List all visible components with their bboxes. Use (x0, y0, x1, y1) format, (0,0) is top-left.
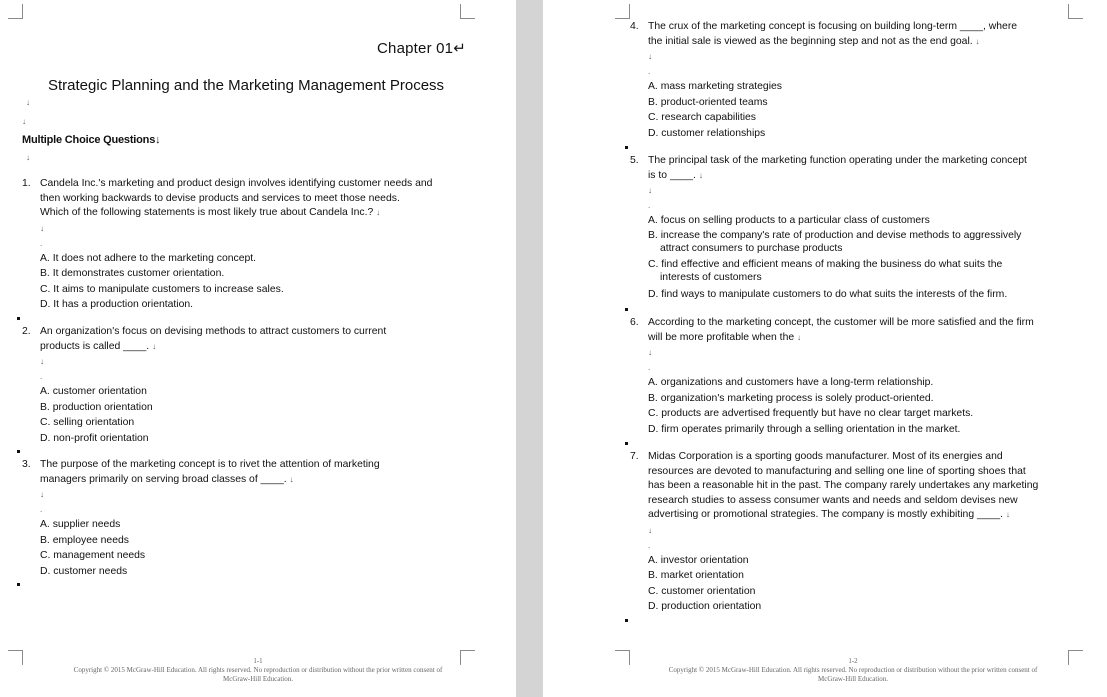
crop-mark (615, 650, 630, 665)
answer-option[interactable]: C. It aims to manipulate customers to increase sales. (40, 283, 284, 295)
crop-mark (460, 4, 475, 19)
answer-option[interactable]: B. market orientation (648, 570, 744, 582)
question-1: 1. Candela Inc.'s marketing and product design involves identifying customer needs and then working backwards to devise products and services to meet those needs. Which of the following statements is most likely true about Candela Inc.? ↓ ↓ . A. It does not adhere to the marketing concept. B. It demonstrates customer orientation. C. It aims to manipulate customers to increase sales. D. It has a production orientation. (22, 177, 482, 313)
page-number: 1-2 (848, 657, 858, 665)
question-number: 4. (630, 21, 639, 32)
question-number: 5. (630, 155, 639, 166)
answer-option[interactable]: C. management needs (40, 550, 146, 562)
question-stem: Candela Inc.'s marketing and product design involves identifying customer needs and then working backwards to devise products and services to meet those needs. Which of the following statements is most likely true about Candela Inc.? ↓ (40, 178, 433, 218)
paragraph-mark: ↓ (26, 153, 30, 162)
answer-option[interactable]: A. focus on selling products to a particular class of customers (648, 215, 930, 226)
question-number: 2. (22, 326, 31, 337)
crop-mark (1068, 650, 1083, 665)
page-number: 1-1 (253, 657, 263, 665)
chapter-title: Strategic Planning and the Marketing Management Process (48, 77, 445, 94)
question-number: 3. (22, 459, 31, 470)
answer-option[interactable]: D. customer needs (40, 565, 128, 577)
answer-option[interactable]: D. production orientation (648, 601, 762, 613)
copyright-line: Copyright © 2015 McGraw-Hill Education. All rights reserved. No reproduction or distribution without the prior written consent of (73, 666, 443, 674)
answer-option[interactable]: C. research capabilities (648, 112, 756, 124)
answer-option[interactable]: B. increase the company's rate of production and devise methods to aggressively attract consumers to purchase products (648, 229, 1022, 255)
copyright-line: McGraw-Hill Education. (223, 675, 293, 683)
question-stem: The crux of the marketing concept is focusing on building long-term ____, where the initial sale is viewed as the beginning step and not as the end goal. ↓ (648, 21, 1018, 47)
page-footer (30, 657, 486, 684)
answer-option[interactable]: D. find ways to manipulate customers to do what suits the interests of the firm. (648, 288, 1008, 300)
answer-option[interactable]: A. It does not adhere to the marketing concept. (40, 252, 257, 264)
document-page-2 (543, 0, 1107, 697)
question-5: 5. The principal task of the marketing function operating under the marketing concept is to ____. ↓ ↓ . A. focus on selling products to a particular class of customers B. increase the company's rate of production and devise methods to aggressively attract consumers to purchase products C. find effective and efficient means of making the business do what suits the interests of customers D. find ways to manipulate customers to do what suits the interests of the firm. (630, 154, 1100, 302)
list-bullet (17, 317, 20, 320)
list-bullet (625, 619, 628, 622)
answer-option[interactable]: B. organization's marketing process is solely product-oriented. (648, 392, 934, 404)
answer-option[interactable]: B. It demonstrates customer orientation. (40, 268, 225, 280)
answer-option[interactable]: A. organizations and customers have a long-term relationship. (648, 377, 934, 388)
list-bullet (625, 308, 628, 311)
question-stem: The principal task of the marketing function operating under the marketing concept is to ____. ↓ (648, 155, 1027, 181)
question-number: 6. (630, 317, 639, 328)
paragraph-mark: ↓ (26, 98, 30, 107)
answer-option[interactable]: C. find effective and efficient means of making the business do what suits the interests of customers (648, 258, 1003, 284)
page-footer (638, 657, 1068, 684)
question-number: 1. (22, 178, 31, 189)
answer-option[interactable]: D. customer relationships (648, 127, 766, 139)
crop-mark (8, 4, 23, 19)
answer-option[interactable]: A. mass marketing strategies (648, 81, 782, 92)
document-page-1 (0, 0, 516, 697)
question-stem: The purpose of the marketing concept is to rivet the attention of marketing managers primarily on serving broad classes of ____. ↓ (40, 459, 380, 485)
section-heading: Multiple Choice Questions↓ (22, 134, 161, 146)
question-stem: Midas Corporation is a sporting goods manufacturer. Most of its energies and resources are devoted to manufacturing and selling one line of sporting shoes that has been a reasonable hit in the past. The company rarely undertakes any marketing research studies to assess consumer wants and needs and seldom devises new advertising or promotional strategies. The company is mostly exhibiting ____. ↓ (648, 451, 1039, 520)
answer-option[interactable]: D. firm operates primarily through a selling orientation in the market. (648, 423, 961, 435)
list-bullet (625, 146, 628, 149)
list-bullet (17, 450, 20, 453)
answer-option[interactable]: C. customer orientation (648, 585, 756, 597)
answer-option[interactable]: A. customer orientation (40, 386, 147, 397)
copyright-line: Copyright © 2015 McGraw-Hill Education. All rights reserved. No reproduction or distribution without the prior written consent of (668, 666, 1038, 674)
answer-option[interactable]: C. products are advertised frequently but have no clear target markets. (648, 408, 974, 420)
answer-option[interactable]: B. production orientation (40, 401, 153, 413)
question-stem: According to the marketing concept, the customer will be more satisfied and the firm will be more profitable when the ↓ (648, 317, 1034, 343)
question-stem: An organization's focus on devising methods to attract customers to current products is called ____. ↓ (40, 326, 387, 352)
question-3: 3. The purpose of the marketing concept is to rivet the attention of marketing managers primarily on serving broad classes of ____. ↓ ↓ . A. supplier needs B. employee needs C. management needs D. customer needs (22, 458, 482, 579)
answer-option[interactable]: B. product-oriented teams (648, 96, 768, 108)
chapter-label: Chapter 01↵ (377, 40, 466, 57)
list-bullet (17, 583, 20, 586)
question-2: 2. An organization's focus on devising methods to attract customers to current products is called ____. ↓ ↓ . A. customer orientation B. production orientation C. selling orientation D. non-profit orientation (22, 325, 482, 446)
question-number: 7. (630, 451, 639, 462)
copyright-line: McGraw-Hill Education. (818, 675, 888, 683)
crop-mark (615, 4, 630, 19)
answer-option[interactable]: A. investor orientation (648, 554, 749, 566)
list-bullet (625, 442, 628, 445)
question-6: 6. According to the marketing concept, the customer will be more satisfied and the firm will be more profitable when the ↓ ↓ . A. organizations and customers have a long-term relationship. B. organization's marketing process is solely product-oriented. C. products are advertised frequently but have no clear target markets. D. firm operates primarily through a selling orientation in the market. (630, 316, 1100, 437)
answer-option[interactable]: C. selling orientation (40, 417, 135, 429)
answer-option[interactable]: D. It has a production orientation. (40, 299, 194, 311)
paragraph-mark: ↓ (22, 117, 26, 126)
crop-mark (8, 650, 23, 665)
question-4: 4. The crux of the marketing concept is focusing on building long-term ____, where the initial sale is viewed as the beginning step and not as the end goal. ↓ ↓ . A. mass marketing strategies B. product-oriented teams C. research capabilities D. customer relationships (630, 20, 1100, 141)
page-gutter (516, 0, 543, 697)
answer-option[interactable]: B. employee needs (40, 534, 129, 546)
answer-option[interactable]: A. supplier needs (40, 519, 121, 530)
crop-mark (1068, 4, 1083, 19)
answer-option[interactable]: D. non-profit orientation (40, 432, 149, 444)
question-7: 7. Midas Corporation is a sporting goods manufacturer. Most of its energies and resources are devoted to manufacturing and selling one line of sporting shoes that has been a reasonable hit in the past. The company rarely undertakes any marketing research studies to assess consumer wants and needs and seldom devises new advertising or promotional strategies. The company is mostly exhibiting ____. ↓ ↓ . A. investor orientation B. market orientation C. customer orientation D. production orientation (630, 450, 1100, 615)
